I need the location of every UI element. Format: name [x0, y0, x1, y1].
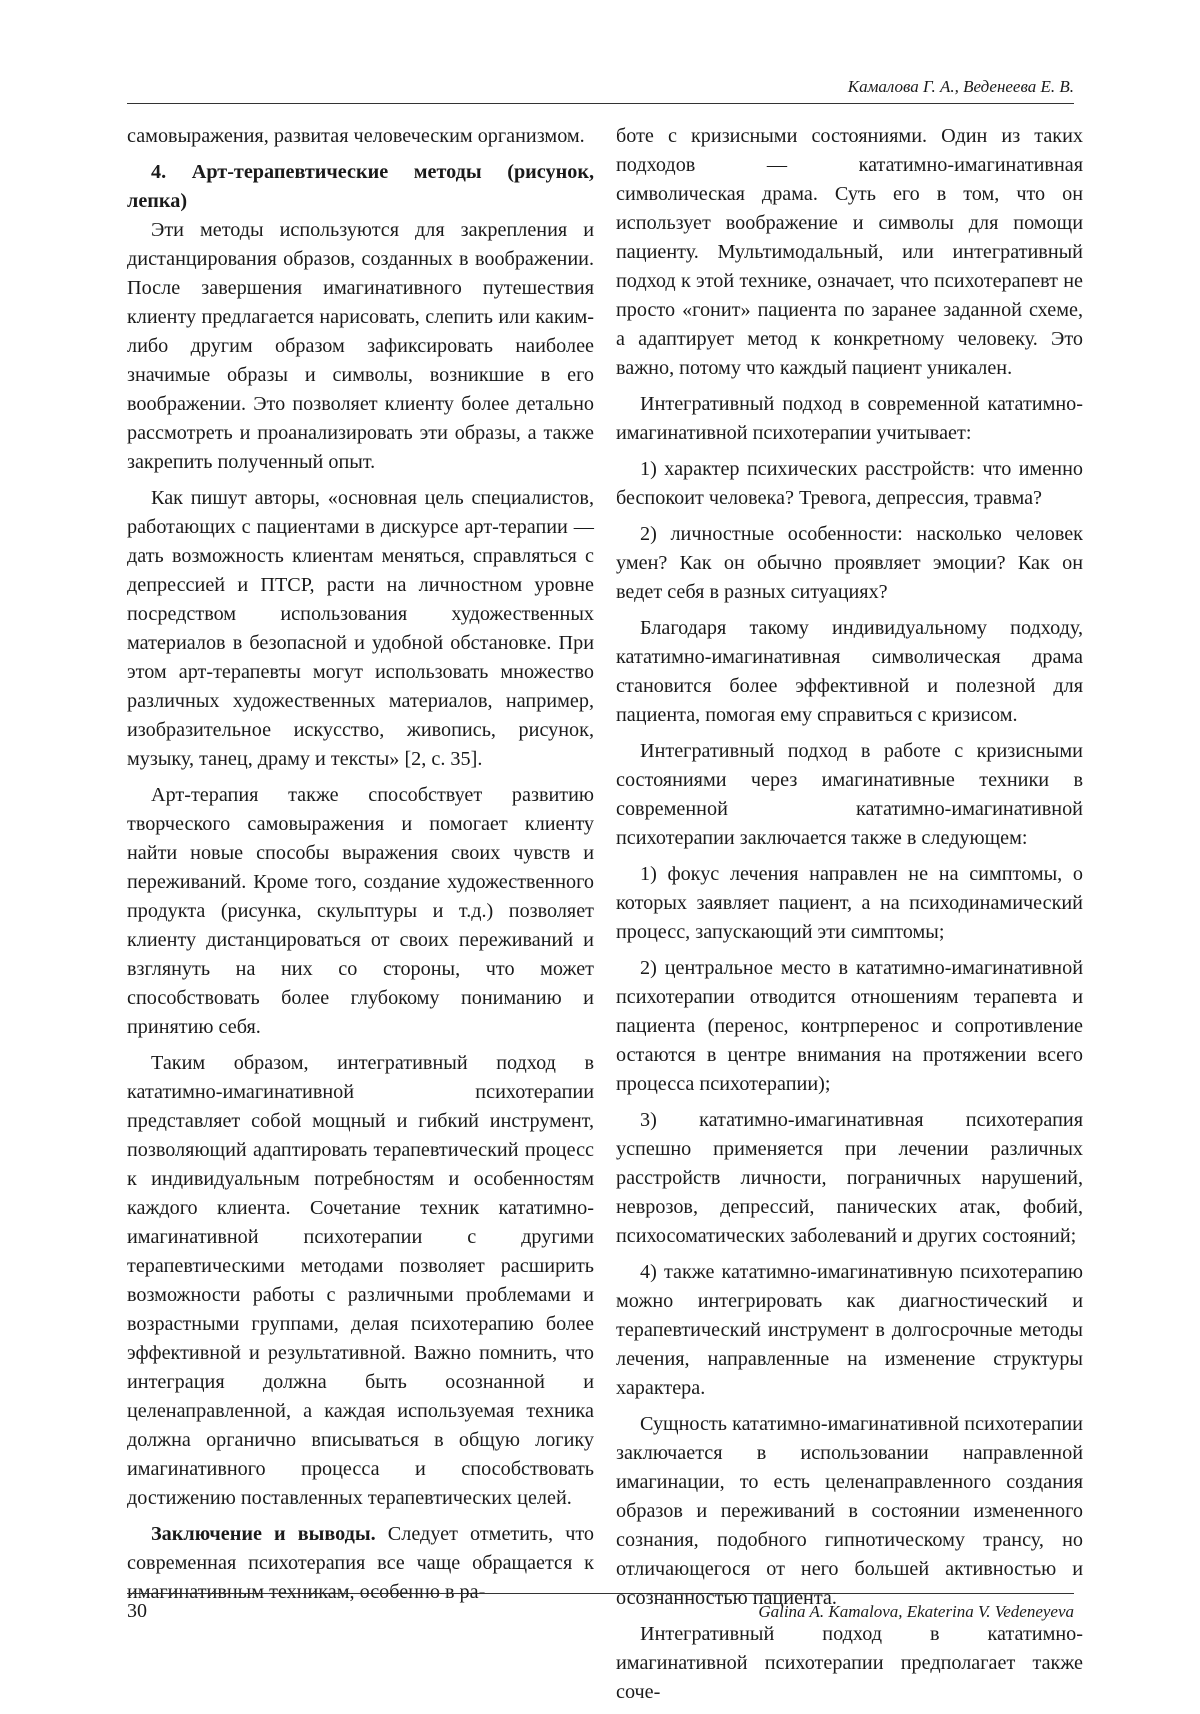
paragraph: Интегративный подход в работе с кризисными состояниями через имагинативные техники в современной кататимно-имагинативной психотерапии заключается также в следующем: — [616, 740, 1083, 849]
paragraph: 1) фокус лечения направлен не на симптомы, о которых заявляет пациент, а на психодинамический процесс, запускающий эти симптомы; — [616, 863, 1083, 943]
footer-rule — [127, 1593, 1074, 1594]
running-footer-authors: Galina A. Kamalova, Ekaterina V. Vedeneyeva — [758, 1602, 1074, 1621]
paragraph: Интегративный подход в современной кататимно-имагинативной психотерапии учитывает: — [616, 393, 1083, 444]
paragraph: 4) также кататимно-имагинативную психотерапию можно интегрировать как диагностический и терапевтический инструмент в долгосрочные методы лечения, направленные на изменение структуры характера. — [616, 1261, 1083, 1399]
paragraph: боте с кризисными состояниями. Один из таких подходов — кататимно-имагинативная символическая драма. Суть его в том, что он использует воображение и символы для помощи пациенту. Мультимодальный, или интегративный подход к этой технике, означает, что психотерапевт не просто «гонит» пациента по заранее заданной схеме, а адаптирует метод к конкретному человеку. Это важно, потому что каждый пациент уникален. — [616, 125, 1083, 379]
paragraph: Сущность кататимно-имагинативной психотерапии заключается в использовании направленной имагинации, то есть целенаправленного создания образов и переживаний в состоянии измененного сознания, подобного гипнотическому трансу, но отличающегося от него большей активностью и осознанностью пациента. — [616, 1413, 1083, 1609]
running-header-authors: Камалова Г. А., Веденеева Е. В. — [847, 77, 1074, 96]
paragraph-lead: Заключение и выводы. — [151, 1523, 376, 1545]
paragraph-text: Следует отметить, что современная психотерапия все чаще обращается к имагинативным техникам, особенно в ра- — [127, 1523, 594, 1603]
paragraph: Арт-терапия также способствует развитию творческого самовыражения и помогает клиенту найти новые способы выражения своих чувств и переживаний. Кроме того, создание художественного продукта (рисунка, скульптуры и т.д.) позволяет клиенту дистанцироваться от своих переживаний и взглянуть на них со стороны, что может способствовать более глубокому пониманию и принятию себя. — [127, 784, 594, 1038]
paragraph: 3) кататимно-имагинативная психотерапия успешно применяется при лечении различных расстройств личности, пограничных нарушений, неврозов, депрессий, панических атак, фобий, психосоматических заболеваний и других состояний; — [616, 1109, 1083, 1247]
paragraph: Как пишут авторы, «основная цель специалистов, работающих с пациентами в дискурсе арт-терапии — дать возможность клиентам меняться, справляться с депрессией и ПТСР, расти на личностном уровне посредством использования художественных материалов в безопасной и удобной обстановке. При этом арт-терапевты могут использовать множество различных художественных материалов, например, изобразительное искусство, живопись, рисунок, музыку, танец, драму и тексты» [2, с. 35]. — [127, 487, 594, 770]
paragraph: 1) характер психических расстройств: что именно беспокоит человека? Тревога, депрессия, травма? — [616, 458, 1083, 509]
section-heading: 4. Арт-терапевтические методы (рисунок, лепка) — [127, 161, 594, 212]
header-rule — [127, 103, 1074, 104]
paragraph: 2) центральное место в кататимно-имагинативной психотерапии отводится отношениям терапевта и пациента (перенос, контрперенос и сопротивление остаются в центре внимания на протяжении всего процесса психотерапии); — [616, 957, 1083, 1095]
paragraph: 2) личностные особенности: насколько человек умен? Как он обычно проявляет эмоции? Как он ведет себя в разных ситуациях? — [616, 523, 1083, 603]
page-number: 30 — [127, 1600, 147, 1622]
paragraph: Таким образом, интегративный подход в кататимно-имагинативной психотерапии представляет собой мощный и гибкий инструмент, позволяющий адаптировать терапевтический процесс к индивидуальным потребностям и особенностям каждого клиента. Сочетание техник кататимно-имагинативной психотерапии с другими терапевтическими методами позволяет расширить возможности работы с различными проблемами и возрастными группами, делая психотерапию более эффективной и результативной. Важно помнить, что интеграция должна быть осознанной и целенаправленной, а каждая используемая техника должна органично вписываться в общую логику имагинативного процесса и способствовать достижению поставленных терапевтических целей. — [127, 1052, 594, 1509]
paragraph: Благодаря такому индивидуальному подходу, кататимно-имагинативная символическая драма становится более эффективной и полезной для пациента, помогая ему справиться с кризисом. — [616, 617, 1083, 726]
paragraph: Интегративный подход в кататимно-имагинативной психотерапии предполагает также соче- — [616, 1623, 1083, 1703]
paragraph: самовыражения, развитая человеческим организмом. — [127, 125, 585, 147]
right-column — [616, 122, 1083, 1714]
paragraph: Эти методы используются для закрепления и дистанцирования образов, созданных в воображении. После завершения имагинативного путешествия клиенту предлагается нарисовать, слепить или каким-либо другим образом зафиксировать наиболее значимые образы и символы, возникшие в его воображении. Это позволяет клиенту более детально рассмотреть и проанализировать эти образы, а также закрепить полученный опыт. — [127, 219, 594, 473]
left-column — [127, 122, 594, 1614]
